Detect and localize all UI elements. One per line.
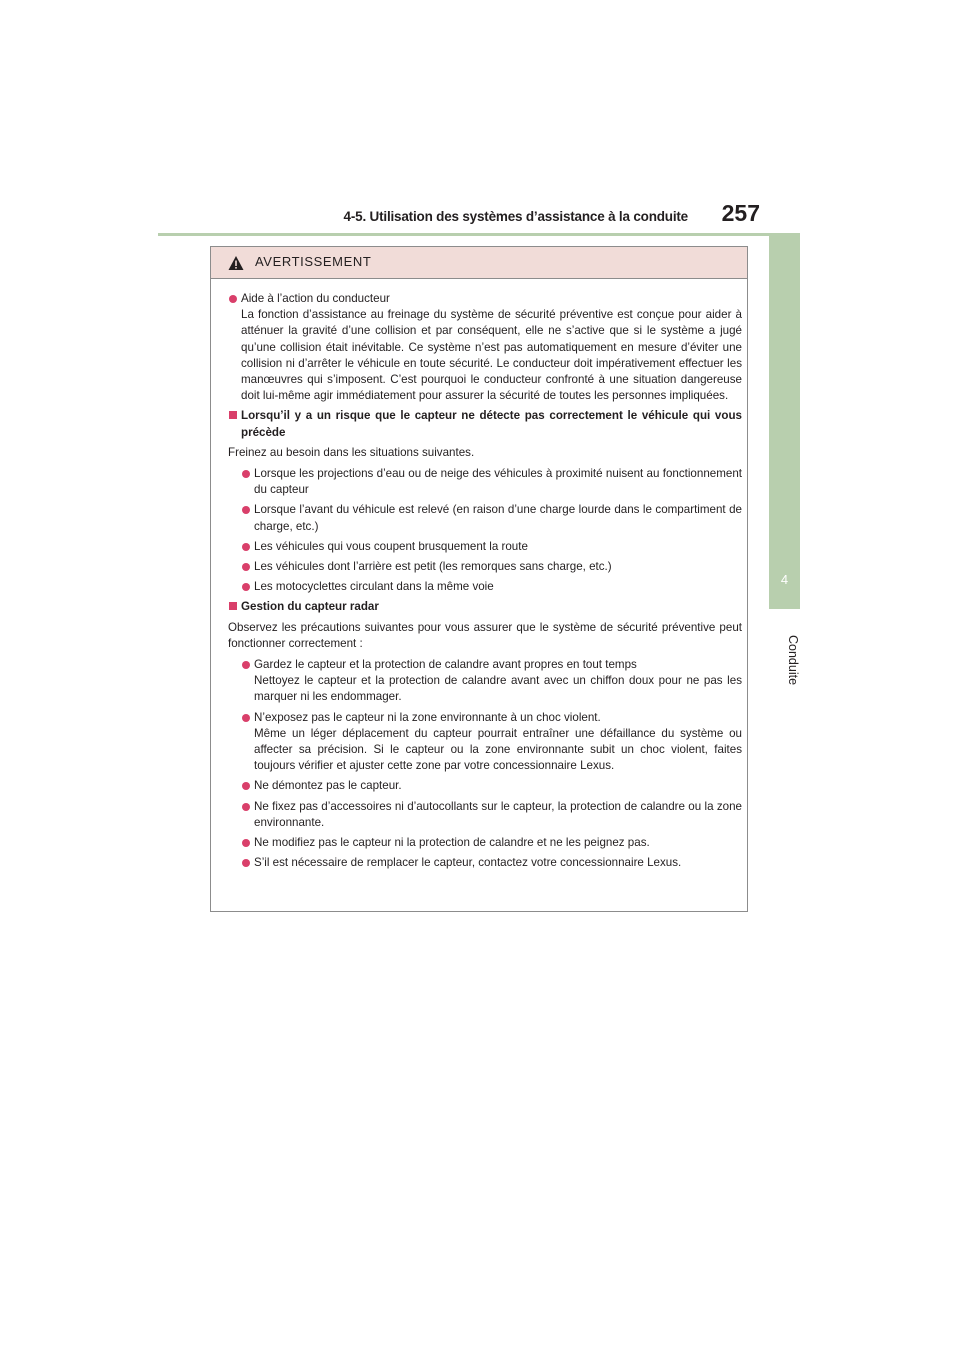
section-heading (228, 408, 742, 440)
bullet-dot-icon (242, 470, 250, 478)
bullet-title: Ne démontez pas le capteur. (254, 779, 402, 793)
list-item (241, 502, 742, 534)
warning-header (211, 247, 747, 279)
bullet-dot-icon (242, 583, 250, 591)
square-bullet-icon (229, 411, 237, 419)
bullet-text: Même un léger déplacement du capteur pourrait entraîner une défaillance du système ou affecter sa précision. Si le capteur ou la zone environnante subit un choc violent, faites toujours vérifier et ajuster cette zone par votre concessionnaire Lexus. (254, 726, 742, 773)
section-intro: Freinez au besoin dans les situations suivantes. (228, 445, 475, 459)
bullet-list (228, 657, 742, 871)
bullet-text: Lorsque les projections d’eau ou de neige des véhicules à proximité nuisent au fonctionnement du capteur (254, 467, 742, 497)
bullet-title: Gardez le capteur et la protection de calandre avant propres en tout temps (254, 658, 637, 672)
warning-body (211, 279, 747, 872)
bullet-text: Nettoyez le capteur et la protection de calandre avant avec un chiffon doux pour ne pas les marquer ni les endommager. (254, 674, 742, 704)
bullet-title: Ne modifiez pas le capteur ni la protection de calandre et ne les peignez pas. (254, 836, 650, 850)
bullet-dot-icon (242, 714, 250, 722)
bullet-dot-icon (242, 506, 250, 514)
list-item (241, 657, 742, 706)
chapter-tab-label: Conduite (786, 634, 800, 686)
chapter-tab-number: 4 (780, 572, 789, 587)
list-item (241, 579, 742, 595)
section-heading-text: Gestion du capteur radar (241, 600, 379, 614)
page-number: 257 (721, 200, 760, 226)
bullet-dot-icon (242, 803, 250, 811)
bullet-title: Ne fixez pas d’accessoires ni d’autocollants sur le capteur, la protection de calandre ou la zone environnante. (254, 799, 742, 829)
chapter-tab (769, 236, 800, 609)
bullet-text: Les motocyclettes circulant dans la même voie (254, 580, 494, 594)
page-header (340, 200, 760, 230)
bullet-text: Les véhicules dont l’arrière est petit (les remorques sans charge, etc.) (254, 560, 612, 574)
header-rule (158, 233, 800, 236)
list-item (241, 778, 742, 794)
bullet-dot-icon (242, 563, 250, 571)
bullet-dot-icon (242, 839, 250, 847)
list-item (241, 559, 742, 575)
bullet-text: Les véhicules qui vous coupent brusquement la route (254, 539, 528, 553)
bullet-title: S’il est nécessaire de remplacer le capteur, contactez votre concessionnaire Lexus. (254, 856, 682, 870)
bullet-dot-icon (229, 295, 237, 303)
bullet-dot-icon (242, 782, 250, 790)
bullet-dot-icon (242, 543, 250, 551)
section-heading (228, 599, 742, 615)
warning-title: AVERTISSEMENT (255, 254, 372, 269)
list-item (241, 539, 742, 555)
list-item (228, 291, 742, 404)
list-item (241, 855, 742, 871)
warning-box (210, 246, 748, 912)
square-bullet-icon (229, 602, 237, 610)
section-intro: Observez les précautions suivantes pour vous assurer que le système de sécurité préventive peut fonctionner correctement : (228, 620, 742, 650)
list-item (241, 799, 742, 831)
bullet-text: Lorsque l’avant du véhicule est relevé (en raison d’une charge lourde dans le compartiment de charge, etc.) (254, 503, 742, 533)
bullet-dot-icon (242, 661, 250, 669)
section-title: 4-5. Utilisation des systèmes d’assistance à la conduite (343, 209, 688, 224)
section-heading-text: Lorsqu’il y a un risque que le capteur ne détecte pas correctement le véhicule qui vous précède (241, 409, 742, 439)
list-item (241, 835, 742, 851)
bullet-title: N’exposez pas le capteur ni la zone environnante à un choc violent. (254, 710, 601, 724)
bullet-dot-icon (242, 859, 250, 867)
list-item (241, 710, 742, 775)
bullet-list (228, 466, 742, 595)
list-item (241, 466, 742, 498)
warning-triangle-icon (228, 255, 244, 271)
bullet-title: Aide à l’action du conducteur (241, 292, 390, 305)
bullet-text: La fonction d’assistance au freinage du système de sécurité préventive est conçue pour aider à atténuer la gravité d’une collision et par conséquent, elle ne s’active que si le système a jugé qu’une collision était inévitable. Ce système n’est pas automatiquement en mesure d’éviter une collision ni d’arrêter le véhicule en toute sécurité. Le conducteur doit impérativement effectuer les manœuvres qui s’imposent. C’est pourquoi le conducteur confronté à une situation dangereuse doit lui-même agir immédiatement pour assurer la sécurité de toutes les personnes impliquées. (241, 308, 742, 403)
